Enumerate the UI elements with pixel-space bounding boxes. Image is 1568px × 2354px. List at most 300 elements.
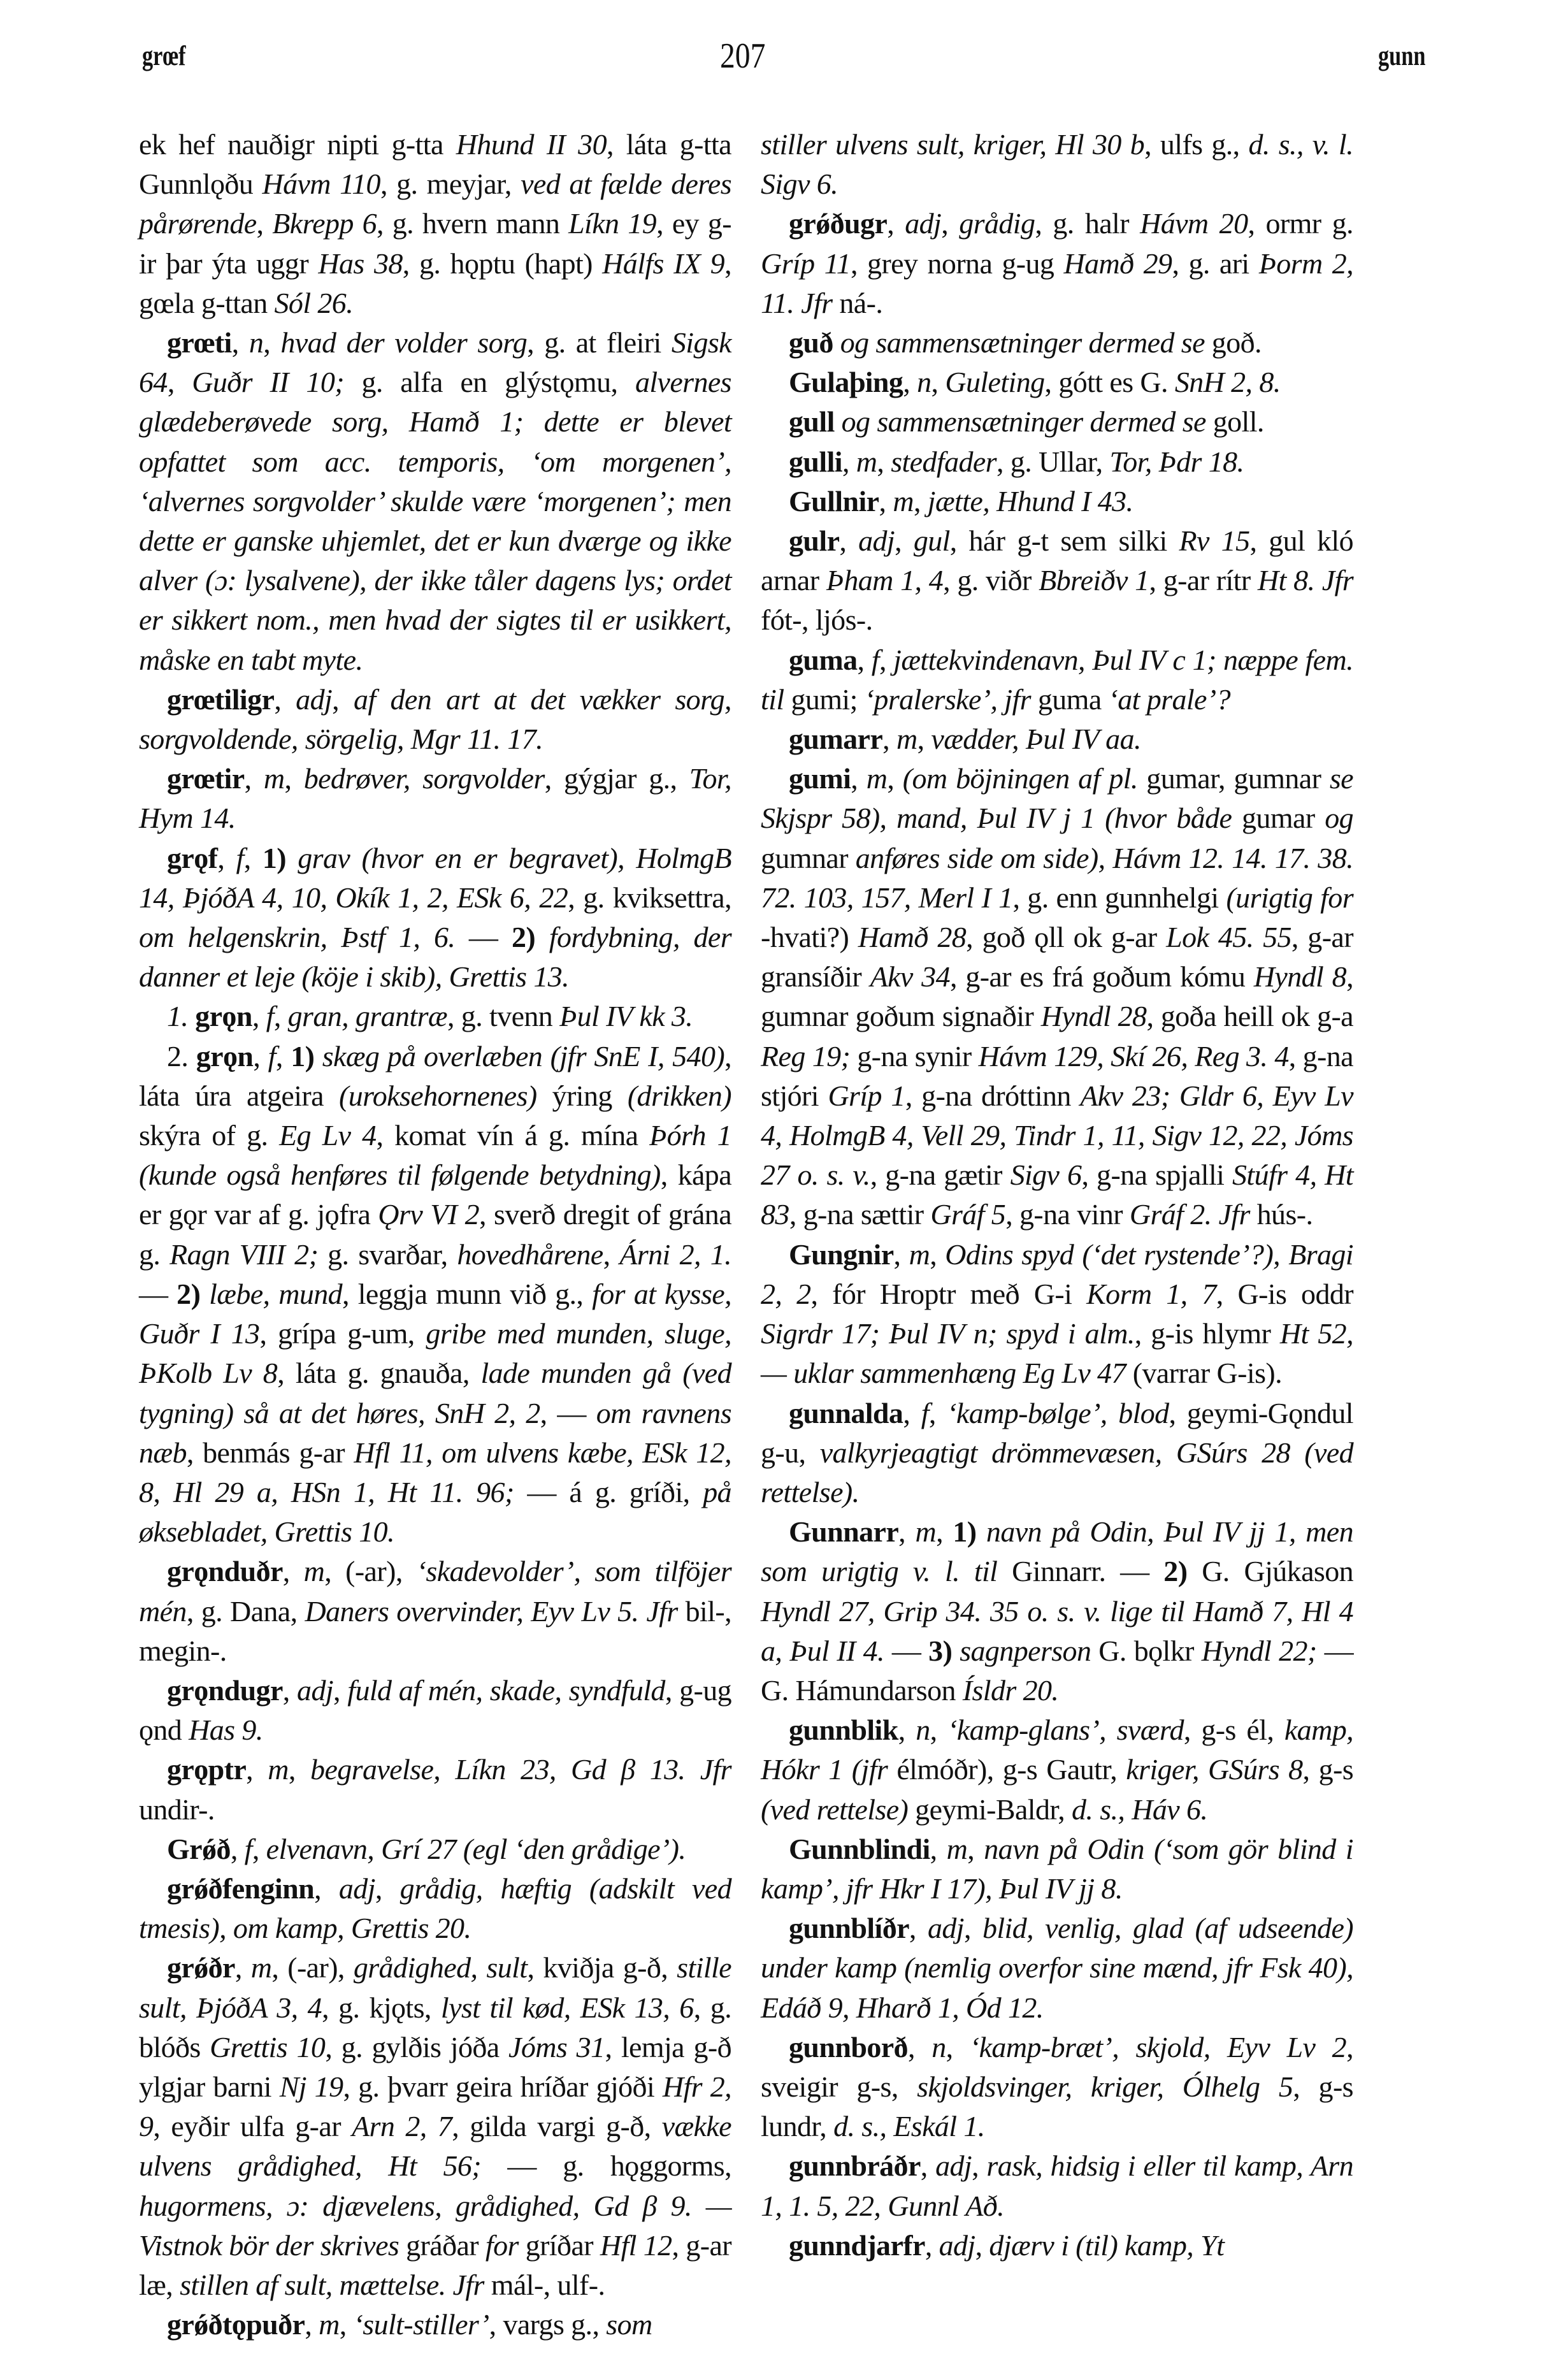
- italic-text: blid, venlig, glad (af udseende) under kamp (nemlig overfor sine mænd, jfr Fsk 40), Edáð 9, Hharð 1, Ód 12.: [761, 1912, 1353, 2024]
- italic-text: anføres side om side), Hávm 12. 14. 17. 38. 72. 103, 157, Merl I 1: [761, 841, 1353, 914]
- italic-text: Hhund II 30: [456, 128, 607, 161]
- dictionary-entry: [761, 1512, 1353, 1710]
- roman-text: ,: [887, 207, 905, 240]
- italic-text: Jóms 31: [508, 2030, 605, 2063]
- headword: grǫn: [195, 1000, 252, 1033]
- italic-text: Ísldr 20.: [962, 1673, 1059, 1707]
- italic-text: m: [909, 1238, 930, 1271]
- italic-text: Þham 1, 4: [826, 564, 944, 597]
- roman-text: ,: [898, 1515, 916, 1549]
- italic-text: Hyndl 28: [1040, 1000, 1147, 1033]
- roman-text: , G-is oddr: [1216, 1277, 1353, 1310]
- roman-text: ,: [252, 1832, 266, 1865]
- italic-text: Hamð 28: [858, 921, 967, 954]
- roman-text: [952, 1635, 960, 1667]
- roman-text: , gýgjar g.,: [544, 762, 689, 795]
- headword: gulr: [789, 524, 840, 558]
- roman-text: , g. tvenn: [447, 1000, 560, 1033]
- headword: grǿðugr: [789, 207, 888, 240]
- italic-text: Odins spyd (‘det rystende’?), Bragi 2, 2: [761, 1238, 1353, 1310]
- roman-text: ,: [967, 1832, 984, 1865]
- italic-text: SnH 2, 8.: [1174, 366, 1281, 399]
- roman-text: (varrar G-is).: [1125, 1357, 1282, 1390]
- roman-text: , grey norna g-ug: [851, 247, 1064, 280]
- roman-text: , (-ar),: [271, 1951, 354, 1984]
- roman-text: ,: [274, 682, 296, 716]
- italic-text: m: [946, 1832, 968, 1865]
- roman-text: , kviðja g-ð,: [527, 1951, 677, 1984]
- dictionary-entry: [761, 323, 1353, 363]
- left-guideword: grœf: [142, 40, 186, 71]
- roman-text: ,: [903, 1396, 921, 1429]
- italic-text: Ragn VIII 2;: [169, 1238, 319, 1271]
- dictionary-entry: [139, 1948, 731, 2305]
- roman-text: , g. viðr: [943, 564, 1039, 597]
- italic-text: fuld af mén, skade, syndfuld: [347, 1673, 665, 1707]
- dictionary-entry: [761, 482, 1353, 521]
- italic-text: Akv 34: [870, 960, 950, 993]
- headword: guð: [789, 326, 833, 359]
- dictionary-entry: [761, 719, 1353, 759]
- italic-text: vække ulvens grådighed, Ht 56;: [139, 2110, 731, 2183]
- roman-text: ,: [857, 643, 872, 676]
- roman-text: ,: [931, 366, 946, 399]
- roman-text: , g. meyjar,: [380, 168, 521, 201]
- dictionary-entry: [139, 1671, 731, 1750]
- italic-text: d. s., Háv 6.: [1072, 1793, 1208, 1826]
- roman-text: , g. enn gunnhelgi: [1012, 881, 1226, 914]
- italic-text: bedrøver, sorgvolder: [303, 762, 545, 795]
- roman-text: gráðar: [399, 2228, 486, 2262]
- italic-text: (uroksehornenes): [339, 1079, 537, 1112]
- headword: 1): [291, 1039, 315, 1072]
- italic-text: grav (hvor en er begravet), HolmgB 14, ÞjóðA 4, 10, Okík 1, 2, ESk 6, 22: [139, 841, 731, 914]
- roman-text: goll.: [1205, 405, 1264, 438]
- roman-text: ,: [246, 1753, 268, 1786]
- italic-text: Gráf 5: [930, 1198, 1006, 1231]
- italic-text: adj: [297, 1673, 334, 1707]
- roman-text: , g-ar læ,: [139, 2228, 732, 2301]
- roman-text: fót-, ljós-.: [761, 603, 873, 637]
- dictionary-entry: [139, 323, 731, 680]
- roman-text: [835, 405, 842, 438]
- roman-text: g. alfa en glýstǫmu,: [343, 366, 635, 399]
- roman-text: ,: [928, 1396, 947, 1429]
- roman-text: , ulfs g.,: [1144, 128, 1249, 161]
- roman-text: , g-na gætir: [870, 1159, 1011, 1192]
- italic-text: Þul IV kk 3.: [559, 1000, 693, 1033]
- italic-text: Þórh 1 (kunde også henføres til følgende betydning): [139, 1119, 732, 1192]
- italic-text: Gríp 11: [761, 247, 851, 280]
- dictionary-entry: [139, 1037, 731, 1552]
- roman-text: ,: [907, 2030, 932, 2063]
- italic-text: Reg 19;: [761, 1039, 851, 1072]
- headword: grǫn: [196, 1039, 254, 1072]
- italic-text: og: [1325, 802, 1353, 835]
- roman-text: ,: [288, 1753, 311, 1786]
- roman-text: , g-na stjóri: [761, 1039, 1353, 1112]
- italic-text: f: [236, 841, 244, 874]
- roman-text: ,: [936, 1515, 953, 1549]
- italic-text: skæg på overlæben (jfr SnE I, 540): [322, 1039, 725, 1072]
- roman-text: , láta g-tta Gunnlǫðu: [139, 128, 732, 201]
- roman-text: , goða heill ok g-a: [1146, 1000, 1353, 1033]
- headword: grǿðr: [167, 1951, 235, 1984]
- dictionary-entry: [139, 997, 731, 1036]
- roman-text: , g-na spjalli: [1081, 1159, 1233, 1192]
- roman-text: , g-s lundr,: [761, 2070, 1353, 2143]
- dictionary-entry: [761, 2226, 1353, 2265]
- italic-text: grådig: [959, 207, 1035, 240]
- headword: gumarr: [789, 723, 883, 756]
- dictionary-entry: [139, 1869, 731, 1948]
- italic-text: lade munden gå (ved tygning) så at det høres, SnH 2, 2: [139, 1357, 732, 1429]
- italic-text: Árni 2, 1.: [619, 1238, 732, 1271]
- italic-text: Sigv 6: [1010, 1159, 1082, 1192]
- dictionary-entry: [761, 204, 1353, 323]
- roman-text: ,: [839, 524, 859, 558]
- roman-text: , gilda vargi g-ð,: [452, 2110, 662, 2143]
- roman-text: gumar: [1232, 802, 1325, 835]
- roman-text: ,: [930, 1238, 946, 1271]
- italic-text: lyst til kød, ESk 13, 6: [440, 1991, 694, 2024]
- headword: gunnbráðr: [789, 2149, 921, 2183]
- roman-text: ,: [273, 1000, 288, 1033]
- italic-text: adj: [935, 2149, 972, 2183]
- roman-text: , goð ǫll ok g-ar: [966, 921, 1167, 954]
- roman-text: , g-s él,: [1183, 1714, 1284, 1747]
- roman-text: ,: [842, 445, 856, 478]
- italic-text: Lok 45. 55: [1166, 921, 1291, 954]
- roman-text: ,: [230, 1832, 245, 1865]
- page-header: [0, 36, 1568, 78]
- dictionary-entry: [761, 363, 1353, 402]
- italic-text: adj: [939, 2228, 975, 2262]
- italic-text: ‘kamp-bølge’, blod: [947, 1396, 1169, 1429]
- headword: grœtiligr: [167, 682, 275, 716]
- italic-text: m: [319, 2308, 340, 2341]
- italic-text: (om böjningen af pl.: [902, 762, 1138, 795]
- headword: 3): [928, 1634, 953, 1667]
- dictionary-entry: [761, 402, 1353, 442]
- italic-text: Nj 19: [279, 2070, 343, 2103]
- italic-text: adj: [296, 682, 333, 716]
- roman-text: undir-.: [139, 1793, 215, 1826]
- italic-text: læbe, mund: [209, 1277, 343, 1310]
- roman-text: , sverð dregit of grána g.: [139, 1198, 732, 1271]
- roman-text: ýring: [536, 1079, 628, 1112]
- dictionary-entry: [761, 521, 1353, 640]
- roman-text: ,: [282, 1673, 298, 1707]
- roman-text: , g. blóðs: [139, 1991, 731, 2063]
- italic-text: m: [303, 1555, 325, 1588]
- italic-text: Tor, Hym 14.: [139, 762, 731, 835]
- headword: 2): [1163, 1555, 1188, 1588]
- italic-text: skjoldsvinger, kriger, Ólhelg 5: [917, 2070, 1293, 2103]
- italic-text: Hyndl 22;: [1201, 1634, 1317, 1667]
- italic-text: m: [268, 1753, 289, 1786]
- roman-text: ,: [332, 682, 354, 716]
- headword: Gungnir: [789, 1238, 894, 1271]
- roman-text: , g-ar rítr: [1149, 564, 1258, 597]
- italic-text: Grettis 10: [210, 2030, 326, 2063]
- headword: gunnalda: [789, 1396, 903, 1429]
- headword: gull: [789, 405, 835, 438]
- headword: Gunnarr: [789, 1515, 899, 1549]
- italic-text: som: [606, 2308, 652, 2341]
- dictionary-entry: [761, 1710, 1353, 1830]
- headword: Gunnblindi: [789, 1832, 930, 1865]
- roman-text: ,: [895, 524, 914, 558]
- dictionary-entry: [761, 1394, 1353, 1513]
- dictionary-entry: [761, 125, 1353, 204]
- italic-text: m: [915, 1515, 937, 1549]
- italic-text: rask, hidsig i eller til kamp, Arn 1, 1. 5, 22, Gunnl Að.: [761, 2149, 1353, 2222]
- dictionary-entry: [761, 1909, 1353, 2028]
- dictionary-entry: [139, 1750, 731, 1829]
- italic-text: Gráf 2. Jfr: [1129, 1198, 1250, 1231]
- italic-text: adj: [927, 1912, 964, 1945]
- headword: grǫf: [167, 841, 218, 874]
- italic-text: om ravnens næb: [139, 1396, 731, 1469]
- dictionary-entry: [139, 1552, 731, 1671]
- roman-text: ,: [879, 484, 893, 517]
- roman-text: ,: [903, 366, 917, 399]
- roman-text: , hár g-t sem silki: [949, 524, 1179, 558]
- italic-text: vædder, Þul IV aa.: [931, 723, 1141, 756]
- italic-text: hugormens, ɔ: djævelens, grådighed, Gd β 9. — Vistnok bör der skrives: [139, 2189, 731, 2262]
- italic-text: for: [485, 2228, 519, 2262]
- roman-text: , kápa er gǫr var af g. jǫfra: [139, 1159, 732, 1231]
- italic-text: kriger, GSúrs 8: [1126, 1753, 1303, 1786]
- italic-text: (drikken): [627, 1079, 731, 1112]
- italic-text: Has 9.: [189, 1714, 263, 1747]
- roman-text: skýra of g.: [139, 1119, 280, 1152]
- dictionary-entry: [139, 1830, 731, 1869]
- roman-text: ,: [975, 2228, 989, 2262]
- headword: gumi: [789, 762, 851, 795]
- headword: grœtir: [167, 762, 245, 795]
- roman-text: ,: [244, 762, 264, 795]
- headword: gunnborð: [789, 2030, 908, 2063]
- italic-text: Has 38: [318, 247, 403, 280]
- headword: gulli: [789, 445, 842, 478]
- roman-text: — G. Hámundarson: [761, 1634, 1353, 1707]
- roman-text: ,: [882, 723, 896, 756]
- roman-text: ,: [877, 445, 891, 478]
- italic-text: Hamð 29: [1063, 247, 1172, 280]
- italic-text: Hfl 11, om ulvens kæbe, ESk 12, 8, Hl 29 a, HSn 1, Ht 11. 96;: [139, 1436, 731, 1508]
- italic-text: Daners overvinder, Eyv Lv 5. Jfr: [305, 1594, 678, 1628]
- italic-text: d. s., v. l. Sigv 6.: [761, 128, 1353, 201]
- italic-text: (ved rettelse): [761, 1793, 909, 1826]
- italic-text: Korm 1, 7: [1086, 1277, 1216, 1310]
- italic-text: m: [866, 762, 888, 795]
- italic-text: gribe med munden, sluge, ÞKolb Lv 8: [139, 1317, 732, 1390]
- headword: grǿðfenginn: [167, 1872, 315, 1905]
- roman-text: ,: [924, 2228, 939, 2262]
- italic-text: navn på Odin (‘som gör blind i kamp’, jfr Hkr I 17), Þul IV jj 8.: [761, 1832, 1353, 1905]
- roman-text: goð.: [1204, 326, 1262, 359]
- headword: grœti: [167, 326, 232, 359]
- roman-text: [314, 1040, 322, 1072]
- italic-text: stille sult, ÞjóðA 3, 4: [139, 1951, 731, 2024]
- roman-text: , gótt es G.: [1044, 366, 1175, 399]
- roman-text: élmóðr), g-s Gautr,: [888, 1753, 1126, 1786]
- roman-text: [535, 921, 549, 953]
- roman-text: ,: [231, 326, 249, 359]
- italic-text: adj: [905, 207, 942, 240]
- dictionary-entry: [761, 2146, 1353, 2225]
- italic-text: adj: [858, 524, 895, 558]
- dictionary-entry: [139, 2305, 731, 2344]
- roman-text: ,: [282, 1555, 304, 1588]
- italic-text: djærv i (til) kamp, Yt: [989, 2228, 1225, 2262]
- roman-text: [833, 326, 840, 359]
- roman-text: , g-na dróttinn: [905, 1079, 1081, 1112]
- roman-text: ,: [963, 1912, 982, 1945]
- roman-text: ,: [314, 1872, 339, 1905]
- italic-text: Bkrepp 6: [272, 207, 377, 240]
- italic-text: m: [893, 484, 914, 517]
- headword: Gullnir: [789, 484, 879, 517]
- italic-text: elvenavn, Grí 27 (egl ‘den grådige’).: [266, 1832, 686, 1865]
- dictionary-entry: [761, 2028, 1353, 2147]
- roman-text: ,: [898, 1714, 916, 1747]
- headword: grǫnduðr: [167, 1555, 283, 1588]
- dictionary-entry: [761, 759, 1353, 1234]
- headword: Grǿð: [167, 1832, 231, 1865]
- italic-text: gran, grantræ: [287, 1000, 447, 1033]
- roman-text: gríðar: [518, 2228, 600, 2262]
- roman-text: , lemja g-ð ylgjar barni: [139, 2030, 731, 2103]
- roman-text: , leggja munn við g.,: [342, 1277, 593, 1310]
- headword: grǫndugr: [167, 1673, 283, 1707]
- italic-text: stillen af sult, mættelse. Jfr: [180, 2268, 484, 2301]
- roman-text: , g-na vinr: [1005, 1198, 1130, 1231]
- roman-text: ,: [167, 366, 192, 399]
- italic-text: stiller ulvens sult, kriger, Hl 30 b: [761, 128, 1145, 161]
- dictionary-entry: [761, 442, 1353, 482]
- headword: Gulaþing: [789, 366, 903, 399]
- italic-text: jætte, Hhund I 43.: [927, 484, 1133, 517]
- dictionary-entry: [139, 125, 731, 323]
- italic-text: Sól 26.: [274, 286, 354, 319]
- italic-text: Sigsk 64: [139, 326, 731, 399]
- italic-text: Eg Lv 4: [279, 1119, 377, 1152]
- headword: 1): [953, 1515, 977, 1549]
- italic-text: f: [921, 1396, 929, 1429]
- italic-text: f: [244, 1832, 252, 1865]
- headword: gunnblik: [789, 1714, 898, 1747]
- roman-text: Ginnarr. —: [997, 1555, 1164, 1588]
- italic-text: 1.: [167, 1000, 196, 1033]
- italic-text: n: [916, 1714, 930, 1747]
- italic-text: på øksebladet, Grettis 10.: [139, 1475, 731, 1549]
- roman-text: , fór Hroptr með G-i: [810, 1277, 1087, 1310]
- italic-text: hovedhårene: [457, 1238, 603, 1271]
- roman-text: , vargs g.,: [489, 2308, 607, 2341]
- roman-text: , sveigir g-s,: [761, 2030, 1353, 2103]
- roman-text: ,: [851, 762, 867, 795]
- italic-text: ‘at prale’?: [1108, 682, 1230, 716]
- roman-text: , —: [540, 1396, 596, 1429]
- roman-text: gumi;: [784, 682, 865, 716]
- italic-text: f: [871, 643, 879, 676]
- roman-text: ,: [893, 1238, 909, 1271]
- italic-text: Hyndl 27, Grip 34. 35 o. s. v. lige til Hamð 7, Hl 4 a, Þul II 4.: [761, 1594, 1353, 1667]
- italic-text: se Skjspr 58), mand, Þul IV j 1 (hvor både: [761, 762, 1353, 835]
- dictionary-entry: [139, 839, 731, 997]
- roman-text: ,: [375, 1872, 400, 1905]
- italic-text: Líkn 19: [568, 207, 657, 240]
- roman-text: —: [139, 1277, 177, 1310]
- italic-text: adj: [338, 1872, 375, 1905]
- italic-text: navn på Odin, Þul IV jj 1, men som urigtig v. l. til: [761, 1515, 1353, 1588]
- roman-text: ,: [930, 1832, 947, 1865]
- italic-text: hvad der volder sorg: [280, 326, 528, 359]
- roman-text: , g-ar gransíðir: [761, 921, 1353, 993]
- roman-text: geymi-Baldr,: [908, 1793, 1072, 1826]
- roman-text: G. Gjúkason: [1187, 1555, 1353, 1588]
- roman-text: ,: [217, 841, 236, 874]
- italic-text: Hávm 20: [1140, 207, 1248, 240]
- italic-text: Hálfs IX 9: [602, 247, 725, 280]
- roman-text: ,: [879, 643, 894, 676]
- roman-text: ,: [603, 1238, 620, 1271]
- italic-text: m: [896, 723, 917, 756]
- roman-text: , g. ari: [1172, 247, 1259, 280]
- roman-text: ,: [253, 1039, 268, 1072]
- italic-text: f: [268, 1039, 276, 1072]
- headword: guma: [789, 643, 858, 676]
- roman-text: [200, 1278, 209, 1310]
- italic-text: m: [263, 762, 285, 795]
- roman-text: ná-.: [832, 286, 883, 319]
- headword: gunnblíðr: [789, 1912, 909, 1945]
- roman-text: —: [884, 1634, 929, 1667]
- italic-text: Gríp 1: [828, 1079, 905, 1112]
- roman-text: , komat vín á g. mína: [376, 1119, 650, 1152]
- italic-text: n: [917, 366, 931, 399]
- headword: grǫptr: [167, 1753, 247, 1786]
- roman-text: , g. Dana,: [186, 1594, 305, 1628]
- italic-text: om helgenskrin, Þstf 1, 6.: [139, 921, 456, 954]
- italic-text: Ht 52, — uklar sammenhæng Eg Lv 47: [761, 1317, 1353, 1390]
- roman-text: gumar, gumnar: [1137, 762, 1330, 795]
- roman-text: ,: [930, 1714, 948, 1747]
- roman-text: , g-s: [1302, 1753, 1353, 1786]
- roman-text: ,: [913, 484, 928, 517]
- roman-text: , g. Ullar,: [996, 445, 1110, 478]
- italic-text: gul: [913, 524, 950, 558]
- roman-text: bil-, megin-.: [139, 1594, 731, 1667]
- roman-text: , ormr g.: [1248, 207, 1353, 240]
- roman-text: ,: [275, 1039, 291, 1072]
- roman-text: hús-.: [1249, 1198, 1313, 1231]
- roman-text: — á g. gríði,: [514, 1475, 703, 1508]
- italic-text: Hyndl 8: [1253, 960, 1347, 993]
- roman-text: ,: [920, 2149, 936, 2183]
- italic-text: d. s., Eskál 1.: [833, 2110, 985, 2143]
- roman-text: , g-ug ǫnd: [139, 1673, 732, 1747]
- roman-text: ,: [917, 723, 931, 756]
- roman-text: , g. þvarr geira hríðar gjóði: [343, 2070, 663, 2103]
- roman-text: , gœla g-ttan: [139, 247, 731, 319]
- roman-text: ,: [252, 1000, 266, 1033]
- roman-text: , geymi-Gǫndul g-u,: [761, 1396, 1353, 1469]
- roman-text: — g. hǫggorms,: [481, 2149, 731, 2183]
